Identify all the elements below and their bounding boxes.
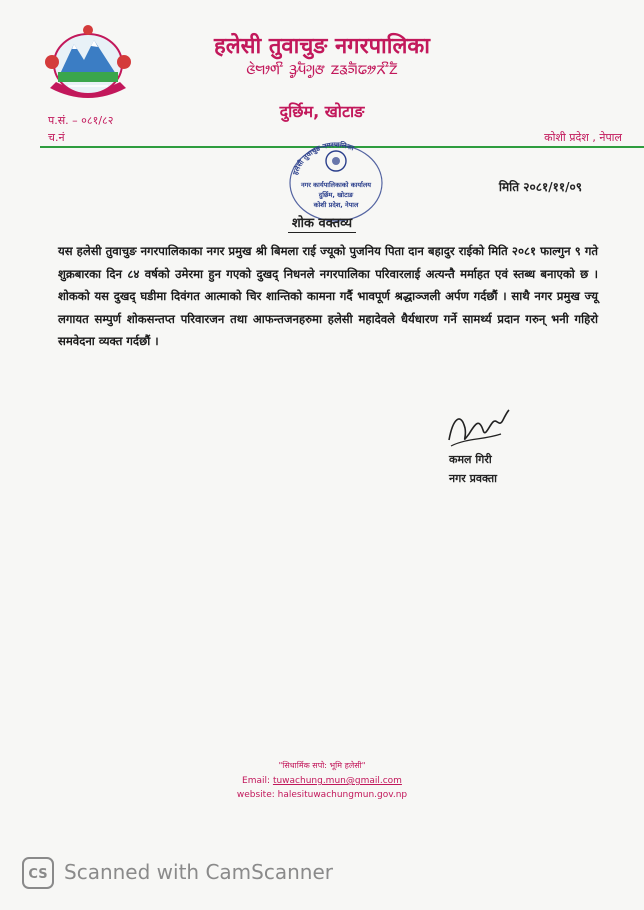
footer-motto: "सिधार्मिक सपो: भूमि हलेसी"	[278, 761, 366, 770]
municipality-name: हलेसी तुवाचुङ नगरपालिका	[214, 34, 430, 59]
office-location: दुर्छिम, खोटाङ	[279, 102, 365, 121]
stamp-line-1: हलेसी तुवाचुङ नगरपालिका	[291, 140, 355, 176]
signature-mark	[443, 398, 513, 458]
signatory-name: कमल गिरी	[449, 453, 492, 466]
footer-email	[0, 776, 644, 786]
stamp-line-3: दुर्छिम, खोटाङ	[318, 191, 354, 199]
footer-website	[0, 790, 644, 800]
reference-number: प.सं. – ०८१/८२	[48, 114, 114, 127]
camscanner-logo-text: CS	[28, 867, 48, 882]
stamp-line-4: कोशी प्रदेश, नेपाल	[313, 201, 359, 209]
email-label: Email:	[242, 776, 271, 786]
dispatch-number: च.नं	[48, 131, 65, 144]
province-label: कोशी प्रदेश , नेपाल	[544, 131, 622, 144]
camscanner-logo-icon	[22, 857, 54, 889]
stamp-line-2: नगर कार्यपालिकाको कार्यालय	[300, 181, 372, 189]
letter-body: यस हलेसी तुवाचुङ नगरपालिकाका नगर प्रमुख श्री बिमला राई ज्यूको पुजनिय पिता दान बहादुर राईको मिति २०८१ फाल्गुन ९ गते शुक्रबारका दिन ८४ वर्षको उमेरमा हुन गएको दुखद् निधनले नगरपालिका परिवारलाई अत्यन्तै मर्माहत एवं स्तब्ध बनाएको छ । शोकको यस दुखद् घडीमा दिवंगत आत्माको चिर शान्तिको कामना गर्दै भावपूर्ण श्रद्धाञ्जली अर्पण गर्दछौं । साथै नगर प्रमुख ज्यू लगायत सम्पुर्ण शोकसन्तप्त परिवारजन तथा आफन्तजनहरुमा हलेसी महादेवले धैर्यधारण गर्ने सामर्थ्य प्रदान गरुन् भनी गहिरो समवेदना व्यक्त गर्दछौं ।	[58, 244, 598, 348]
website-link[interactable]: halesituwachungmun.gov.np	[277, 790, 408, 800]
heading-text: शोक वक्तव्य	[288, 216, 356, 233]
letter-date: मिति २०८१/११/०९	[498, 180, 582, 194]
scanner-watermark-text: Scanned with CamScanner	[64, 860, 333, 884]
office-seal-stamp	[282, 133, 390, 223]
email-link[interactable]: tuwachung.mun@gmail.com	[272, 776, 402, 786]
letter-heading	[0, 212, 644, 231]
signatory-title: नगर प्रवक्ता	[449, 472, 498, 485]
website-label: website:	[236, 790, 275, 800]
municipality-name-limbu: ᤜᤧᤗᤣᤛᤡ ᤋᤢᤘᤠᤆᤢᤅ ᤏᤕᤈᤠᤒᤤᤖᤡᤁᤠ	[246, 58, 398, 79]
